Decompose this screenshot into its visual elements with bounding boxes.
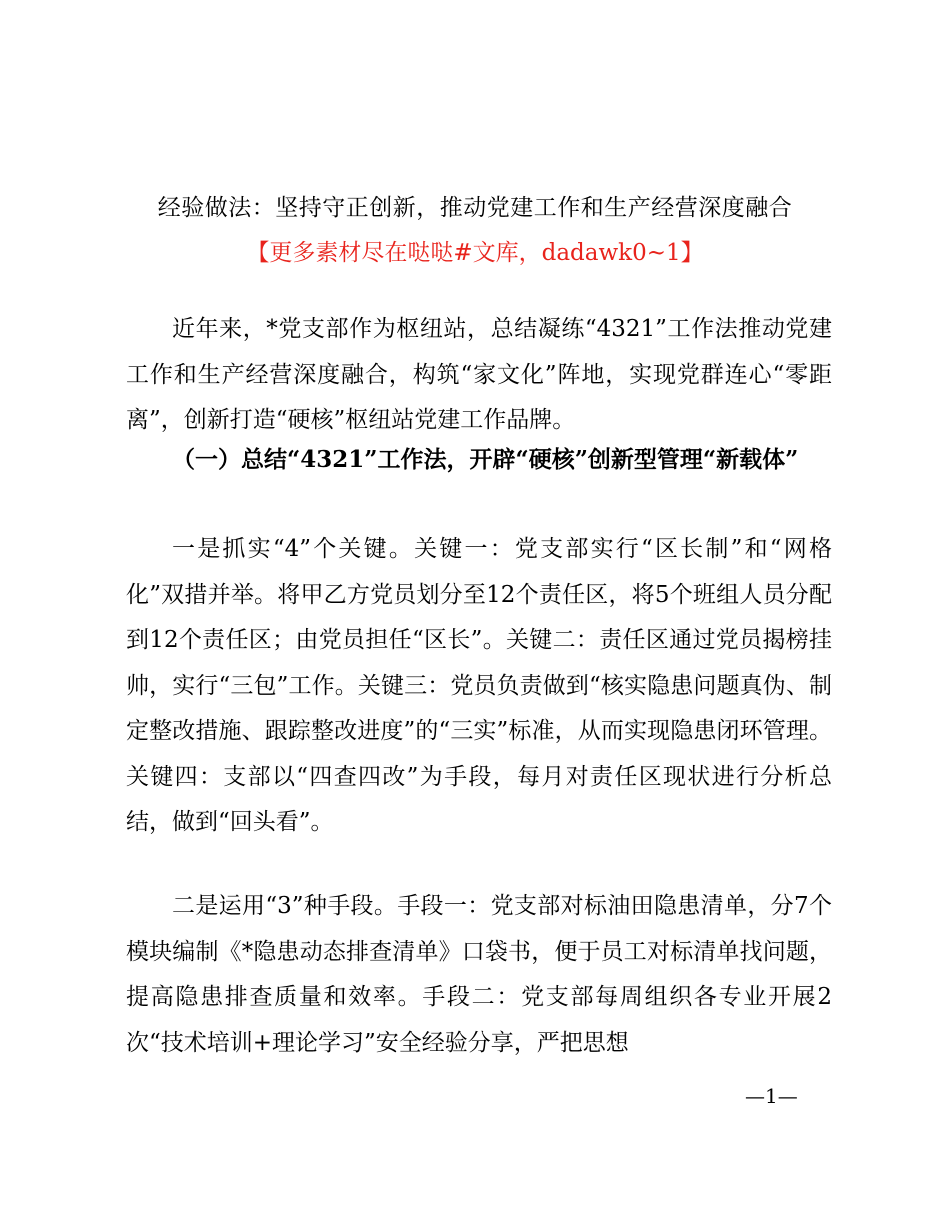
point-one-paragraph: 一是抓实“4”个关键。关键一：党支部实行“区长制”和“网格化”双措并举。将甲乙方党员划分至12个责任区，将5个班组人员分配到12个责任区；由党员担任“区长”。关键二：责任区通过党员揭榜挂帅，实行“三包”工作。关键三：党员负责做到“核实隐患问题真伪、制定整改措施、跟踪整改进度”的“三实”标准，从而实现隐患闭环管理。关键四：支部以“四查四改”为手段，每月对责任区现状进行分析总结，做到“回头看”。 (126, 536, 832, 835)
intro-paragraph: 近年来，*党支部作为枢纽站，总结凝练“4321”工作法推动党建工作和生产经营深度融合，构筑“家文化”阵地，实现党群连心“零距离”，创新打造“硬核”枢纽站党建工作品牌。 (126, 316, 832, 433)
document-title: 经验做法：坚持守正创新，推动党建工作和生产经营深度融合 (157, 195, 793, 221)
page-number: —1— (745, 1084, 798, 1108)
point-two-paragraph: 二是运用“3”种手段。手段一：党支部对标油田隐患清单，分7个模块编制《*隐患动态排查清单》口袋书，便于员工对标清单找问题，提高隐患排查质量和效率。手段二：党支部每周组织各专业开展2次“技术培训+理论学习”安全经验分享，严把思想 (126, 893, 832, 1056)
section-heading: （一）总结“4321”工作法，开辟“硬核”创新型管理“新载体” (172, 446, 799, 473)
material-notice: 【更多素材尽在哒哒#文库，dadawk0~1】 (246, 240, 704, 266)
